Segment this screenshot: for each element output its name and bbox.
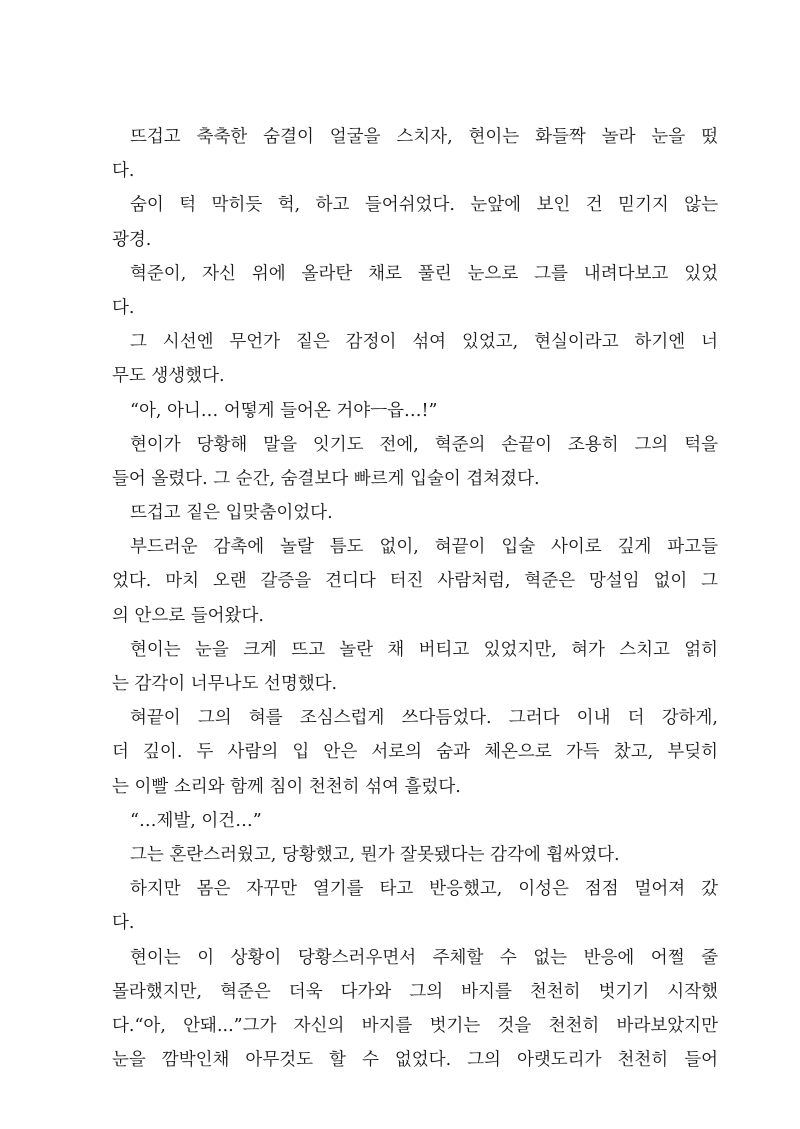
text-line: 하지만 몸은 자꾸만 열기를 타고 반응했고, 이성은 점점 멀어져 갔 [130,879,718,900]
text-line: 몰라했지만, 혁준은 더욱 다가와 그의 바지를 천천히 벗기기 시작했 [112,981,718,1002]
text-line: 다.“아, 안돼...”그가 자신의 바지를 벗기는 것을 천천히 바라보았지만 [112,1015,718,1036]
text-line: 현이가 당황해 말을 잇기도 전에, 혁준의 손끝이 조용히 그의 턱을 [130,434,718,455]
text-line: 현이는 눈을 크게 뜨고 놀란 채 버티고 있었지만, 혀가 스치고 얽히 [130,639,718,660]
text-line: 혁준이, 자신 위에 올라탄 채로 풀린 눈으로 그를 내려다보고 있었 [130,263,718,284]
text-line: 그 시선엔 무언가 짙은 감정이 섞여 있었고, 현실이라고 하기엔 너 [130,332,718,353]
text-line: 의 안으로 들어왔다. [112,605,264,626]
text-line: 그는 혼란스러웠고, 당황했고, 뭔가 잘못됐다는 감각에 휩싸였다. [130,844,620,865]
text-line: 다. [112,913,135,934]
text-line: 혀끝이 그의 혀를 조심스럽게 쓰다듬었다. 그러다 이내 더 강하게, [130,708,718,729]
text-line: 는 이빨 소리와 함께 침이 천천히 섞여 흘렀다. [112,776,461,797]
text-line: 현이는 이 상황이 당황스러우면서 주체할 수 없는 반응에 어쩔 줄 [130,947,718,968]
text-line: 더 깊이. 두 사람의 입 안은 서로의 숨과 체온으로 가득 찼고, 부딪히 [112,742,718,763]
text-line: 다. [112,161,135,182]
text-line: 부드러운 감촉에 놀랄 틈도 없이, 혀끝이 입술 사이로 깊게 파고들 [130,537,718,558]
text-line: 눈을 깜박인채 아무것도 할 수 없었다. 그의 아랫도리가 천천히 들어 [112,1050,718,1071]
text-line: “…제발, 이건…” [130,810,262,831]
text-line: 숨이 턱 막히듯 헉, 하고 들어쉬었다. 눈앞에 보인 건 믿기지 않는 [130,195,718,216]
text-line: 광경. [112,229,152,250]
text-line: 다. [112,297,135,318]
text-line: 들어 올렸다. 그 순간, 숨결보다 빠르게 입술이 겹쳐졌다. [112,468,540,489]
body-text [112,120,718,1077]
text-line: “아, 아니… 어떻게 들어온 거야ㅡ읍…!” [130,400,438,421]
text-line: 뜨겁고 짙은 입맞춤이었다. [130,503,333,524]
text-line: 었다. 마치 오랜 갈증을 견디다 터진 사람처럼, 혁준은 망설임 없이 그 [112,571,718,592]
text-line: 무도 생생했다. [112,366,225,387]
text-line: 는 감각이 너무나도 선명했다. [112,674,338,694]
text-line: 뜨겁고 축축한 숨결이 얼굴을 스치자, 현이는 화들짝 놀라 눈을 떴 [130,127,718,147]
